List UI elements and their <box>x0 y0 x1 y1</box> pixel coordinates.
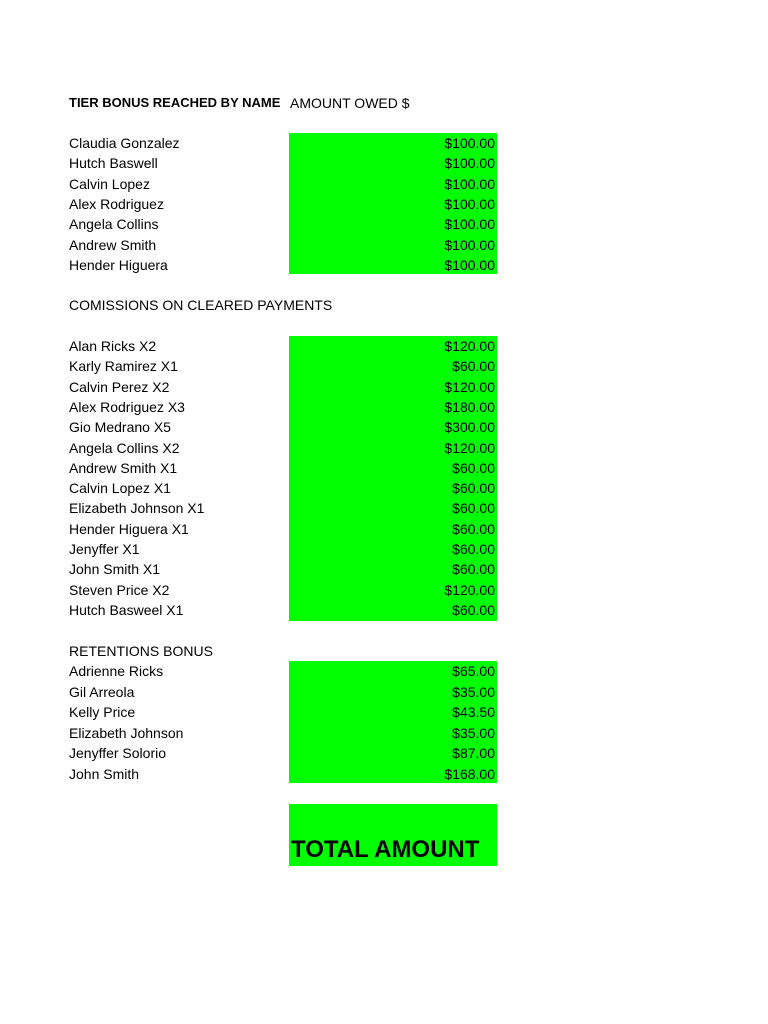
retention-row-name: Jenyffer Solorio <box>69 745 167 761</box>
commission-row-name: Alex Rodriguez X3 <box>69 398 185 415</box>
commission-row-name: Steven Price X2 <box>69 581 170 598</box>
retention-row-amount: $87.00 <box>452 745 495 761</box>
commission-row-amount: $180.00 <box>444 398 495 415</box>
retention-row-amount: $43.50 <box>452 704 495 720</box>
commission-row-amount: $60.00 <box>452 541 495 557</box>
tier-row-name: Alex Rodriguez <box>69 195 164 212</box>
tier-row-amount: $100.00 <box>444 155 495 172</box>
commission-row-name: Hender Higuera X1 <box>69 520 189 537</box>
commission-row-amount: $60.00 <box>452 358 495 375</box>
retention-row-name: John Smith <box>69 765 140 782</box>
commission-row-amount: $120.00 <box>444 439 495 456</box>
tier-row-amount: $100.00 <box>444 175 495 192</box>
commission-row-name: Alan Ricks X2 <box>69 338 157 354</box>
commission-row-amount: $60.00 <box>452 601 495 618</box>
commission-row-amount: $300.00 <box>444 419 495 436</box>
commission-row-amount: $120.00 <box>444 581 495 598</box>
commission-row-name: John Smith X1 <box>69 561 161 578</box>
commission-row-name: Jenyffer X1 <box>69 541 140 557</box>
commission-row-amount: $60.00 <box>452 561 495 578</box>
retention-row-name: Elizabeth Johnson <box>69 724 184 741</box>
amount-column-header: AMOUNT OWED $ <box>290 95 410 111</box>
commission-row-name: Angela Collins X2 <box>69 439 180 456</box>
retention-row-amount: $35.00 <box>452 683 495 700</box>
commission-row-name: Andrew Smith X1 <box>69 459 178 476</box>
commission-row-amount: $60.00 <box>452 459 495 476</box>
tier-row-name: Hutch Baswell <box>69 155 158 172</box>
retention-row-amount: $65.00 <box>452 663 495 679</box>
commission-row-name: Hutch Basweel X1 <box>69 601 184 618</box>
retention-row-name: Kelly Price <box>69 704 136 720</box>
tier-row-name: Calvin Lopez <box>69 175 150 192</box>
retention-row-amount: $35.00 <box>452 724 495 741</box>
tier-row-name: Andrew Smith <box>69 236 157 253</box>
total-amount-label: TOTAL AMOUNT <box>291 836 480 863</box>
commission-row-name: Gio Medrano X5 <box>69 419 171 436</box>
commission-row-amount: $60.00 <box>452 480 495 497</box>
commission-row-amount: $60.00 <box>452 520 495 537</box>
retention-row-name: Gil Arreola <box>69 683 135 700</box>
commission-row-name: Calvin Perez X2 <box>69 378 170 395</box>
retention-row-name: Adrienne Ricks <box>69 663 164 679</box>
tier-row-name: Claudia Gonzalez <box>69 135 180 151</box>
tier-row-amount: $100.00 <box>444 236 495 253</box>
commission-row-amount: $60.00 <box>452 500 495 517</box>
tier-row-amount: $100.00 <box>444 256 495 273</box>
tier-row-amount: $100.00 <box>444 216 495 233</box>
commission-row-amount: $120.00 <box>444 378 495 395</box>
tier-row-amount: $100.00 <box>444 135 495 151</box>
tier-row-name: Angela Collins <box>69 216 159 233</box>
retention-row-amount: $168.00 <box>444 765 495 782</box>
tier-row-amount: $100.00 <box>444 195 495 212</box>
commission-row-name: Calvin Lopez X1 <box>69 480 171 497</box>
commission-row-name: Elizabeth Johnson X1 <box>69 500 205 517</box>
commission-row-name: Karly Ramirez X1 <box>69 358 178 375</box>
name-column-header: TIER BONUS REACHED BY NAME <box>69 95 281 110</box>
retentions-title: RETENTIONS BONUS <box>69 643 213 659</box>
commissions-title: COMISSIONS ON CLEARED PAYMENTS <box>69 297 333 313</box>
tier-row-name: Hender Higuera <box>69 256 168 273</box>
commission-row-amount: $120.00 <box>444 338 495 354</box>
